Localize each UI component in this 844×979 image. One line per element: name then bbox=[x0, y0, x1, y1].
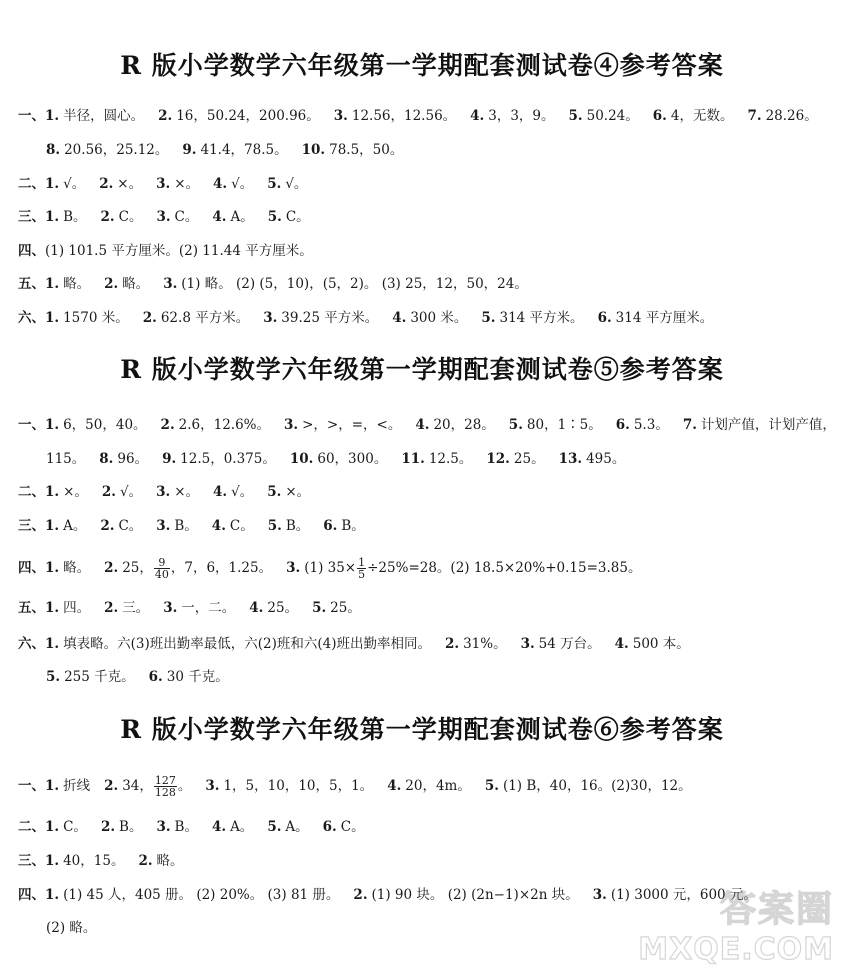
answer-text: 28.26。 bbox=[765, 108, 818, 124]
answer-text: 五、 bbox=[18, 276, 45, 292]
answer-text: 20，28。 bbox=[433, 417, 495, 433]
answer-text: 1. bbox=[45, 819, 60, 835]
answer-text: 80，1∶5。 bbox=[526, 417, 602, 433]
answer-text: 500 本。 bbox=[632, 636, 690, 652]
answer-text: A。 bbox=[285, 819, 309, 835]
answer-text: 3. bbox=[333, 108, 348, 124]
answer-text: 5. bbox=[267, 819, 282, 835]
answer-text: 2. bbox=[104, 560, 119, 576]
answer-text: 折线 bbox=[63, 778, 91, 794]
answer-text: 2. bbox=[353, 887, 368, 903]
answer-text: A。 bbox=[230, 209, 254, 225]
answer-text: B。 bbox=[119, 819, 143, 835]
answer-text: 12.56，12.56。 bbox=[351, 108, 457, 124]
answer-text: 25。 bbox=[267, 600, 299, 616]
answer-text: 3. bbox=[592, 887, 607, 903]
s5-line7 bbox=[18, 634, 836, 654]
answer-text: 4. bbox=[392, 310, 407, 326]
answer-text: 五、 bbox=[18, 600, 45, 616]
answer-text: 3. bbox=[156, 209, 171, 225]
answer-text: 1. bbox=[45, 276, 60, 292]
answer-text: 9. bbox=[162, 451, 177, 467]
answer-text: 1. bbox=[45, 518, 60, 534]
answer-text: 四、 bbox=[18, 887, 45, 903]
answer-text: 三。 bbox=[122, 600, 150, 616]
answer-text: 20.56，25.12。 bbox=[64, 142, 169, 158]
answer-text: 16，50.24，200.96。 bbox=[176, 108, 320, 124]
answer-text: 314 平方厘米。 bbox=[615, 310, 714, 326]
answer-text: ×。 bbox=[174, 176, 200, 192]
answer-text: 4. bbox=[212, 209, 227, 225]
answer-text: 一、 bbox=[18, 108, 45, 124]
answer-text: C。 bbox=[174, 209, 199, 225]
answer-text: 314 平方米。 bbox=[499, 310, 584, 326]
answer-text: 3. bbox=[163, 600, 178, 616]
answer-text: 4. bbox=[213, 484, 228, 500]
answer-text: 1. bbox=[45, 176, 60, 192]
answer-text: >，>，=，<。 bbox=[302, 417, 402, 433]
answer-text: (1) 35× bbox=[304, 560, 357, 576]
s5-line6 bbox=[18, 598, 836, 618]
answer-text: 6. bbox=[597, 310, 612, 326]
answer-text: 6. bbox=[148, 669, 163, 685]
answer-text: 2. bbox=[160, 417, 175, 433]
fraction-127-128 bbox=[154, 775, 177, 798]
answer-text: (1) B，40，16。(2)30，12。 bbox=[502, 778, 692, 794]
answer-text: C。 bbox=[340, 819, 365, 835]
watermark-logo-text: 答案圈 bbox=[719, 889, 834, 930]
answer-text: (1) 45 人，405 册。 (2) 20%。 (3) 81 册。 bbox=[63, 887, 340, 903]
answer-text: 4. bbox=[415, 417, 430, 433]
answer-text: 39.25 平方米。 bbox=[281, 310, 379, 326]
answer-text: √。 bbox=[63, 176, 86, 192]
answer-text: 5.3。 bbox=[633, 417, 669, 433]
answer-text: 略。 bbox=[122, 276, 150, 292]
answer-text: 2.6̇，12.6%。 bbox=[178, 417, 270, 433]
answer-text: 一、 bbox=[18, 778, 45, 794]
answer-text: B。 bbox=[285, 518, 310, 534]
answer-text: 2. bbox=[100, 518, 115, 534]
answer-text: 1. bbox=[45, 853, 60, 869]
answer-text: 3. bbox=[205, 778, 220, 794]
answer-text: 41.4，78.5。 bbox=[200, 142, 288, 158]
answer-text: 4. bbox=[470, 108, 485, 124]
answer-text: 127 bbox=[154, 774, 176, 787]
answer-text: 1. bbox=[45, 887, 60, 903]
answer-text: 9. bbox=[182, 142, 197, 158]
answer-text: 4. bbox=[211, 819, 227, 835]
answer-text: C。 bbox=[63, 819, 87, 835]
answer-text: 3. bbox=[520, 636, 535, 652]
answer-text: 3. bbox=[286, 560, 301, 576]
s5-line1 bbox=[18, 415, 836, 435]
answer-text: 4，无数。 bbox=[670, 108, 734, 124]
answer-text: 2. bbox=[104, 276, 119, 292]
answer-text: 3. bbox=[163, 276, 178, 292]
answer-text: 34， bbox=[122, 778, 153, 794]
answer-text: (1) 90 块。 (2) (2n−1)×2n 块。 bbox=[371, 887, 579, 903]
answer-text: 6. bbox=[323, 518, 338, 534]
answer-text: 5. bbox=[267, 518, 282, 534]
answer-text: ×。 bbox=[174, 484, 200, 500]
s4-line2 bbox=[46, 140, 836, 160]
answer-text: 255 千克。 bbox=[64, 669, 135, 685]
answer-text: 78.5，50。 bbox=[329, 142, 404, 158]
answer-text: 1. bbox=[45, 560, 60, 576]
answer-text: 12.5。 bbox=[428, 451, 473, 467]
answer-text: 40，15。 bbox=[63, 853, 125, 869]
answer-text: 128 bbox=[154, 786, 176, 799]
answer-text: 5. bbox=[481, 310, 496, 326]
answer-text: 1. bbox=[45, 600, 60, 616]
answer-text: 四、 bbox=[18, 243, 45, 259]
s6-line3 bbox=[18, 851, 836, 871]
answer-text: (1) 101.5 平方厘米。(2) 11.44 平方厘米。 bbox=[45, 243, 313, 259]
answer-text: 3. bbox=[156, 518, 171, 534]
answer-text: 1. bbox=[45, 209, 60, 225]
answer-text: 25。 bbox=[330, 600, 361, 616]
answer-text: 6. bbox=[615, 417, 630, 433]
s5-line8 bbox=[46, 667, 836, 687]
answer-text: 62.8 平方米。 bbox=[160, 310, 250, 326]
answer-text: 13. bbox=[558, 451, 583, 467]
answer-text: 4. bbox=[249, 600, 264, 616]
answer-text: 2. bbox=[100, 209, 115, 225]
answer-text: 3. bbox=[284, 417, 299, 433]
answer-text: 2. bbox=[100, 819, 116, 835]
answer-text: 4. bbox=[614, 636, 629, 652]
s4-line7 bbox=[18, 308, 836, 328]
answer-text: 4. bbox=[387, 778, 402, 794]
answer-text: 30 千克。 bbox=[166, 669, 229, 685]
s4-line1 bbox=[18, 106, 836, 126]
answer-text: 四、 bbox=[18, 560, 45, 576]
answer-text: 8. bbox=[46, 142, 61, 158]
answer-text: C。 bbox=[285, 209, 310, 225]
answer-text: 10. bbox=[289, 451, 314, 467]
answer-text: 1，5，10，10，5，1。 bbox=[223, 778, 374, 794]
answer-text: 300 米。 bbox=[410, 310, 468, 326]
answer-text: 495。 bbox=[586, 451, 626, 467]
s6-line1 bbox=[18, 775, 836, 798]
answer-text: 二、 bbox=[18, 819, 45, 835]
s5-line4 bbox=[18, 516, 836, 536]
answer-text: 6，50，40。 bbox=[63, 417, 147, 433]
answer-text: 半径，圆心。 bbox=[63, 108, 145, 124]
answer-text: (1) 3000 元，600 元。 bbox=[610, 887, 757, 903]
answer-text: 12. bbox=[486, 451, 510, 467]
answer-text: 2. bbox=[138, 853, 153, 869]
answer-text: √。 bbox=[285, 176, 308, 192]
answer-text: 6. bbox=[652, 108, 667, 124]
answer-text: 略。 bbox=[63, 276, 91, 292]
answer-text: A。 bbox=[230, 819, 254, 835]
site-watermark bbox=[634, 881, 834, 973]
answer-text: 6. bbox=[322, 819, 337, 835]
answer-text: C。 bbox=[229, 518, 254, 534]
answer-text: 一，二。 bbox=[181, 600, 236, 616]
s4-line6 bbox=[18, 274, 836, 294]
answer-text: 115。 bbox=[46, 451, 86, 467]
answer-text: 96。 bbox=[117, 451, 149, 467]
answer-text: 填表略。六(3)班出勤率最低，六(2)班和六(4)班出勤率相同。 bbox=[63, 636, 431, 652]
answer-text: 四。 bbox=[63, 600, 91, 616]
answer-text: 7. bbox=[747, 108, 762, 124]
s4-line4 bbox=[18, 207, 836, 227]
answer-text: 2. bbox=[444, 636, 460, 652]
answer-text: √。 bbox=[231, 176, 254, 192]
answer-text: 4. bbox=[213, 176, 228, 192]
answer-text: √。 bbox=[231, 484, 254, 500]
answer-text: 5. bbox=[312, 600, 327, 616]
answer-text: 2. bbox=[104, 600, 119, 616]
answer-text: 25， bbox=[122, 560, 153, 576]
answer-text: √。 bbox=[120, 484, 143, 500]
answer-text: 3. bbox=[263, 310, 278, 326]
answer-text: 2. bbox=[142, 310, 157, 326]
answer-text: 1. bbox=[45, 778, 60, 794]
answer-text: 3，3，9。 bbox=[488, 108, 555, 124]
answer-text: 54 万台。 bbox=[538, 636, 601, 652]
answer-text: 5. bbox=[267, 176, 282, 192]
answer-text: 1. bbox=[45, 417, 60, 433]
answer-text: 2. bbox=[104, 778, 119, 794]
answer-text: 1. bbox=[45, 310, 60, 326]
watermark-url: MXQE.COM bbox=[638, 932, 834, 967]
s5-line2 bbox=[46, 449, 836, 469]
answer-text: 40 bbox=[154, 568, 169, 581]
answer-text: C。 bbox=[118, 209, 143, 225]
answer-text: 5. bbox=[568, 108, 583, 124]
answer-text: ÷25%=28。(2) 18.5×20%+0.15=3.85。 bbox=[367, 560, 642, 576]
answer-text: ×。 bbox=[285, 484, 311, 500]
answer-text: 1. bbox=[45, 636, 60, 652]
answer-text: 1570 米。 bbox=[63, 310, 129, 326]
answer-text: 60，300。 bbox=[317, 451, 388, 467]
answer-text: 2. bbox=[99, 176, 114, 192]
answer-text: (1) 略。 (2) (5，10)，(5，2)。 (3) 25，12，50，24。 bbox=[181, 276, 528, 292]
s5-line5 bbox=[18, 557, 836, 580]
answer-text: 1. bbox=[45, 484, 60, 500]
answer-text: 9 bbox=[154, 557, 170, 569]
answer-text: 31%。 bbox=[463, 636, 507, 652]
answer-text: 11. bbox=[401, 451, 425, 467]
answer-text: A。 bbox=[63, 518, 87, 534]
answer-text: 7. bbox=[682, 417, 697, 433]
answer-text: 50.24。 bbox=[586, 108, 639, 124]
answer-text: 六、 bbox=[18, 310, 45, 326]
answer-text: 5. bbox=[46, 669, 61, 685]
answer-text: 5 bbox=[358, 568, 366, 581]
answer-text: 略。 bbox=[63, 560, 91, 576]
answer-text: ×。 bbox=[63, 484, 88, 500]
title-test-6: R 版小学数学六年级第一学期配套测试卷⑥参考答案 bbox=[120, 715, 724, 744]
answer-text: 3. bbox=[156, 176, 171, 192]
s4-line3 bbox=[18, 174, 836, 194]
answer-text: 计划产值，计划产值， bbox=[700, 417, 836, 433]
answer-text: 三、 bbox=[18, 853, 45, 869]
answer-text: 二、 bbox=[18, 176, 45, 192]
answer-text: 12.5，0.375。 bbox=[180, 451, 276, 467]
answer-text: C。 bbox=[118, 518, 143, 534]
answer-text: ×。 bbox=[117, 176, 143, 192]
answer-text: 三、 bbox=[18, 518, 45, 534]
answer-text: 三、 bbox=[18, 209, 45, 225]
answer-text: B。 bbox=[341, 518, 365, 534]
answer-text: ，7，6，1.25。 bbox=[170, 560, 273, 576]
title-test-4: R 版小学数学六年级第一学期配套测试卷④参考答案 bbox=[120, 51, 724, 80]
fraction-1-5 bbox=[357, 557, 366, 580]
answer-text: 4. bbox=[211, 518, 226, 534]
fraction-9-40 bbox=[154, 557, 170, 580]
answer-text: 二、 bbox=[18, 484, 45, 500]
title-test-5: R 版小学数学六年级第一学期配套测试卷⑤参考答案 bbox=[120, 355, 724, 384]
answer-text: (2) 略。 bbox=[46, 920, 97, 936]
answer-text: B。 bbox=[174, 819, 198, 835]
answer-text: 1. bbox=[45, 108, 60, 124]
answer-text: 20，4m。 bbox=[405, 778, 471, 794]
answer-text: 5. bbox=[484, 778, 499, 794]
answer-text: 2. bbox=[158, 108, 173, 124]
s6-line2 bbox=[18, 817, 836, 837]
answer-text: 5. bbox=[267, 484, 282, 500]
answer-text: 25。 bbox=[513, 451, 545, 467]
answer-text: 六、 bbox=[18, 636, 45, 652]
answer-text: 1 bbox=[358, 556, 366, 569]
answer-text: B。 bbox=[174, 518, 198, 534]
answer-text: 一、 bbox=[18, 417, 45, 433]
answer-text: B。 bbox=[63, 209, 87, 225]
answer-text: 3. bbox=[156, 819, 171, 835]
answer-text: 2. bbox=[101, 484, 116, 500]
s5-line3 bbox=[18, 482, 836, 502]
answer-text: 3. bbox=[156, 484, 171, 500]
answer-text: 8. bbox=[99, 451, 114, 467]
s4-line5 bbox=[18, 241, 836, 261]
answer-text: 5. bbox=[508, 417, 523, 433]
answer-text: 5. bbox=[267, 209, 282, 225]
answer-text: 略。 bbox=[156, 853, 184, 869]
answer-text: 10. bbox=[301, 142, 326, 158]
answer-text: 。 bbox=[177, 778, 192, 794]
